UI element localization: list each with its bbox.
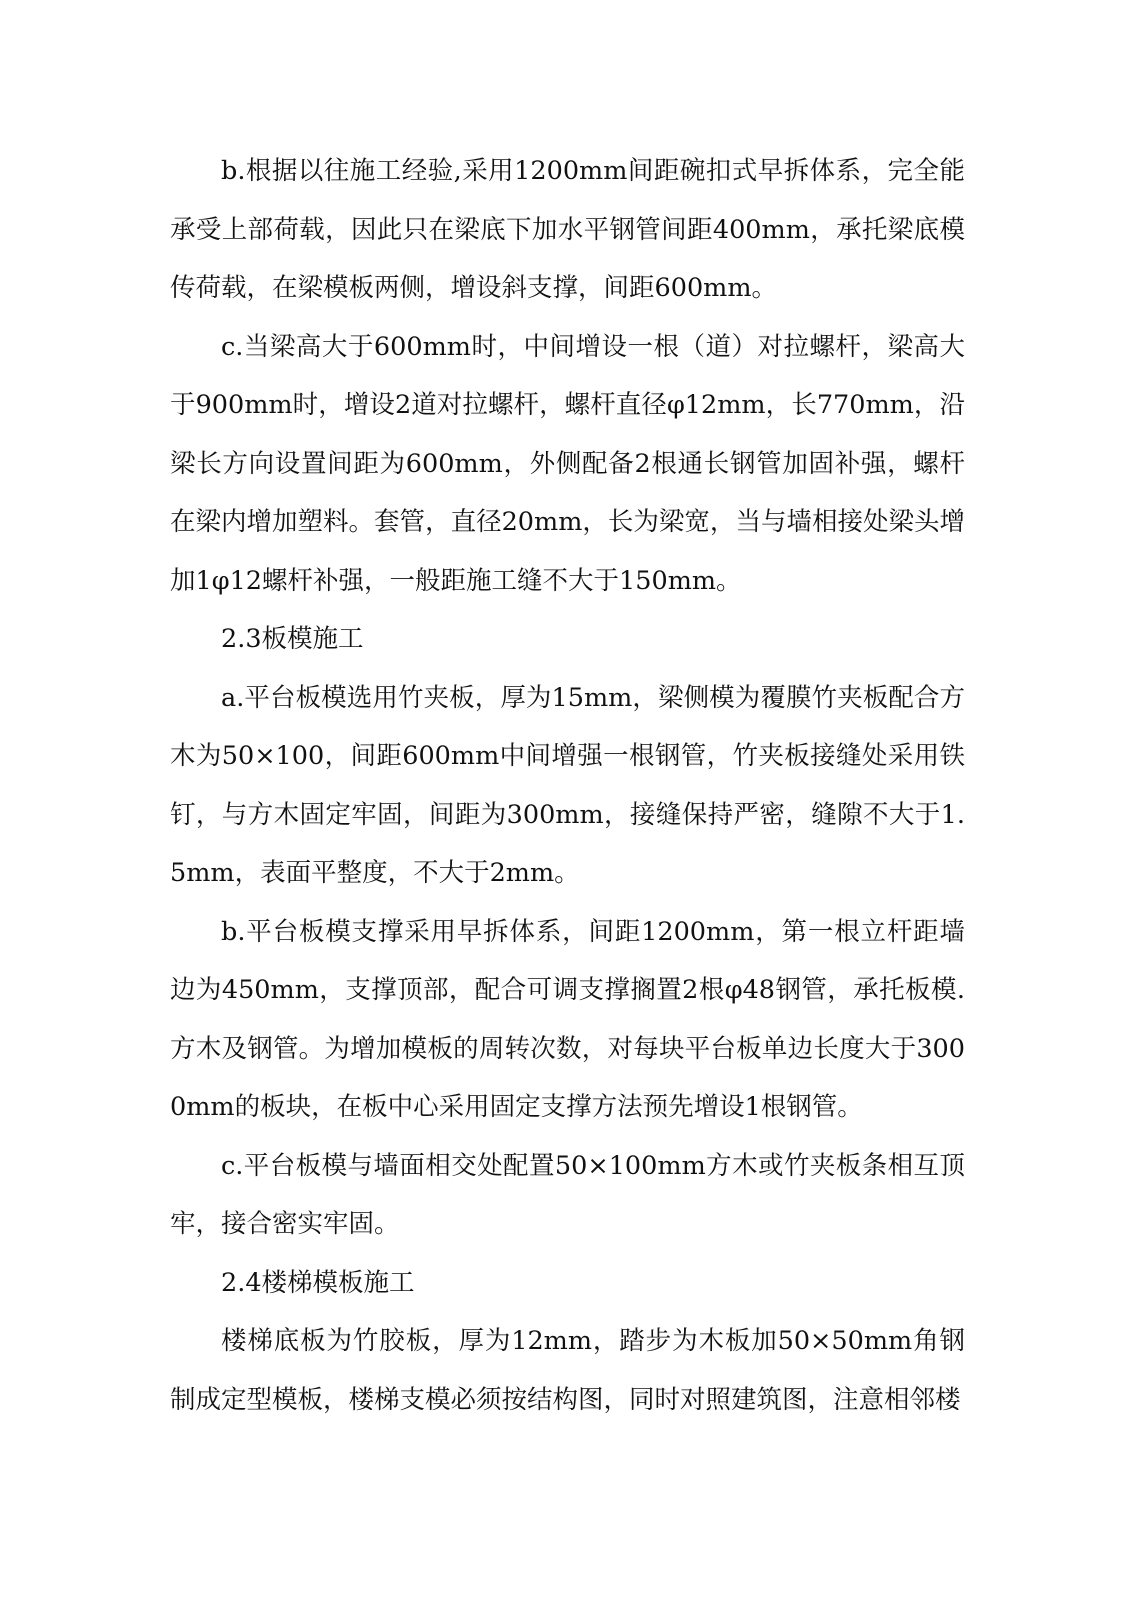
paragraph-stair-formwork: 楼梯底板为竹胶板，厚为12mm，踏步为木板加50×50mm角钢制成定型模板，楼梯支模必须按结构图，同时对照建筑图，注意相邻楼 bbox=[170, 1326, 965, 1415]
section-heading-slab-formwork: 2.3板模施工 bbox=[221, 624, 364, 654]
paragraph-tie-bolts: c.当梁高大于600mm时，中间增设一根（道）对拉螺杆，梁高大于900mm时，增设2道对拉螺杆，螺杆直径φ12mm，长770mm，沿梁长方向设置间距为600mm，外侧配备2根通长钢管加固补强，螺杆在梁内增加塑料。套管，直径20mm，长为梁宽，当与墙相接处梁头增加1φ12螺杆补强，一般距施工缝不大于150mm。 bbox=[170, 331, 965, 596]
paragraph-slab-support: b.平台板模支撑采用早拆体系，间距1200mm，第一根立杆距墙边为450mm，支撑顶部，配合可调支撑搁置2根φ48钢管，承托板模.方木及钢管。为增加模板的周转次数，对每块平台板单边长度大于3000mm的板块，在板中心采用固定支撑方法预先增设1根钢管。 bbox=[170, 916, 965, 1122]
paragraph-beam-support: b.根据以往施工经验,采用1200mm间距碗扣式早拆体系，完全能承受上部荷载，因此只在梁底下加水平钢管间距400mm，承托梁底模传荷载，在梁模板两侧，增设斜支撑，间距600mm。 bbox=[170, 156, 965, 303]
paragraph-slab-board: a.平台板模选用竹夹板，厚为15mm，梁侧模为覆膜竹夹板配合方木为50×100，间距600mm中间增强一根钢管，竹夹板接缝处采用铁钉，与方木固定牢固，间距为300mm，接缝保持严密，缝隙不大于1.5mm，表面平整度，不大于2mm。 bbox=[170, 682, 965, 888]
section-heading-stair-formwork: 2.4楼梯模板施工 bbox=[221, 1267, 415, 1298]
document-page bbox=[170, 142, 965, 1429]
paragraph-slab-wall-junction: c.平台板模与墙面相交处配置50×100mm方木或竹夹板条相互顶牢，接合密实牢固。 bbox=[170, 1150, 965, 1239]
